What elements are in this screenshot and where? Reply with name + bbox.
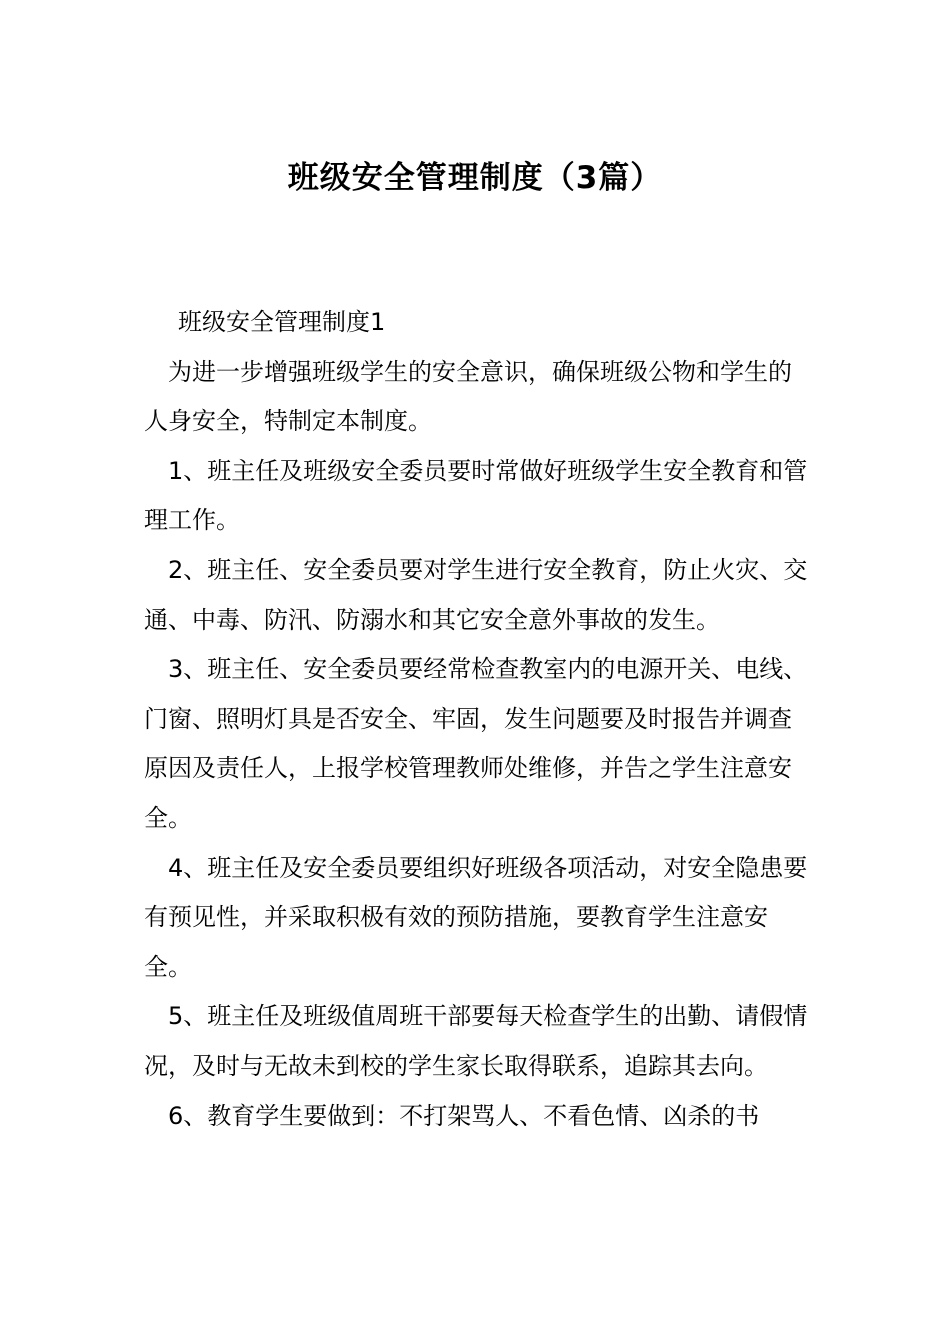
paragraph-intro: 为进一步增强班级学生的安全意识，确保班级公物和学生的人身安全，特制定本制度。 [144, 357, 792, 436]
paragraph-item-1: 1、班主任及班级安全委员要时常做好班级学生安全教育和管理工作。 [144, 456, 808, 535]
paragraph-item-3: 3、班主任、安全委员要经常检查教室内的电源开关、电线、门窗、照明灯具是否安全、牢固，发生问题要及时报告并调查原因及责任人，上报学校管理教师处维修，并告之学生注意安全。 [144, 655, 808, 832]
paragraph-item-4: 4、班主任及安全委员要组织好班级各项活动，对安全隐患要有预见性，并采取积极有效的预防措施，要教育学生注意安全。 [144, 853, 808, 981]
section-heading: 班级安全管理制度1 [178, 308, 386, 336]
document-body [144, 298, 812, 1141]
paragraph-item-5: 5、班主任及班级值周班干部要每天检查学生的出勤、请假情况，及时与无故未到校的学生家长取得联系，追踪其去向。 [144, 1002, 808, 1080]
paragraph-item-6: 6、教育学生要做到：不打架骂人、不看色情、凶杀的书 [168, 1101, 760, 1130]
paragraph-item-2: 2、班主任、安全委员要对学生进行安全教育，防止火灾、交通、中毒、防汛、防溺水和其它安全意外事故的发生。 [144, 555, 808, 634]
document-title: 班级安全管理制度（3篇） [287, 160, 663, 196]
